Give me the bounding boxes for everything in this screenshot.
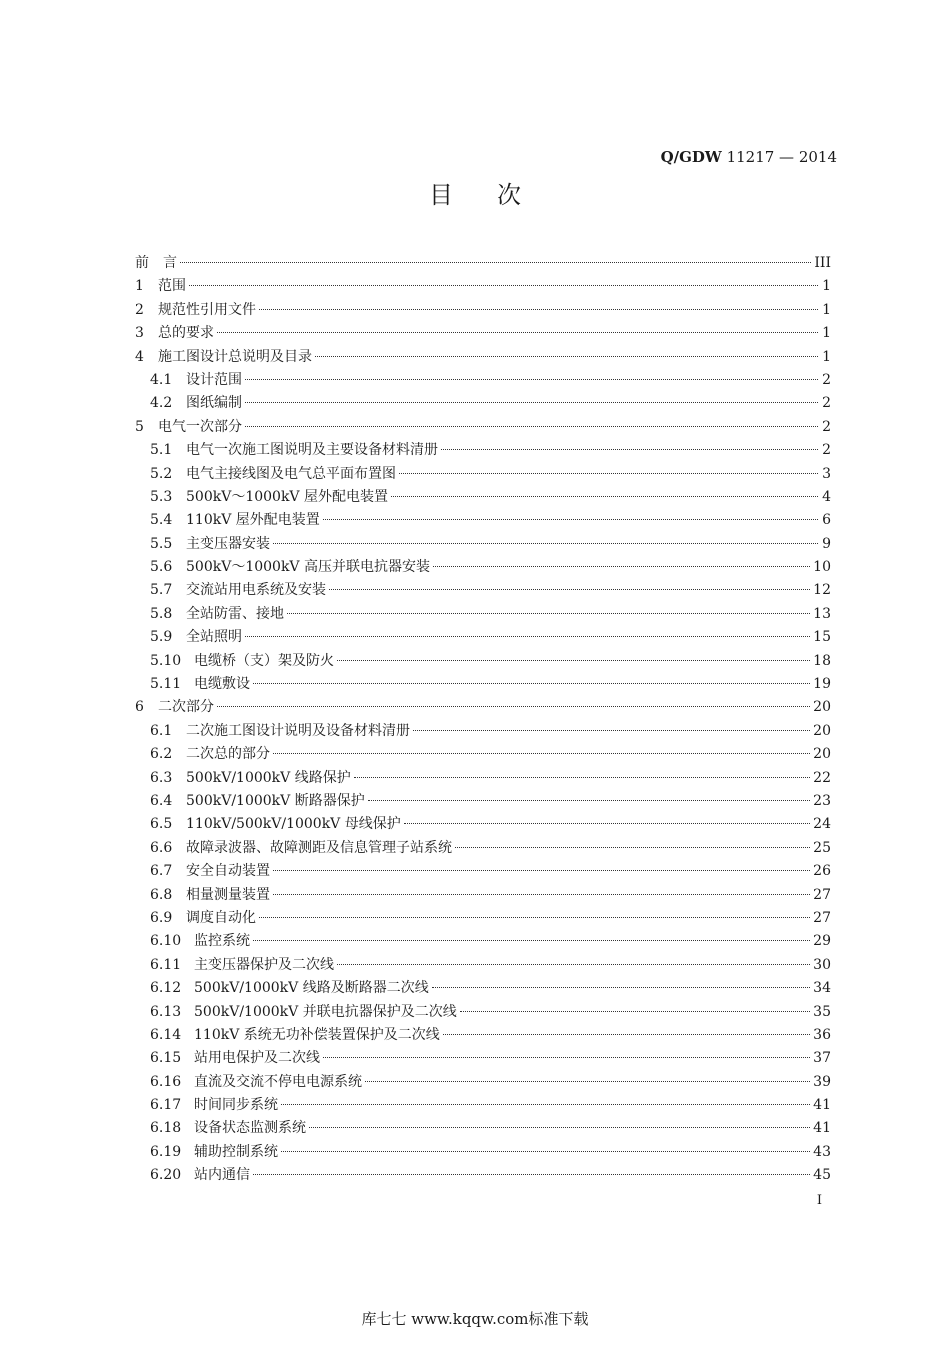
toc-entry-number: 5.10	[150, 652, 182, 669]
toc-entry-number: 6.1	[150, 722, 173, 739]
toc-entry-label: 施工图设计总说明及目录	[158, 348, 312, 365]
toc-entry-label: 电气一次部分	[158, 418, 242, 435]
toc-entry-number: 6.18	[150, 1120, 182, 1137]
toc-entry[interactable]	[135, 837, 831, 860]
toc-entry-number: 4.1	[150, 371, 173, 388]
toc-entry-page: 6	[822, 512, 831, 529]
toc-dot-leader	[273, 870, 810, 871]
toc-dot-leader	[287, 613, 810, 614]
toc-entry-page: 10	[813, 559, 831, 576]
toc-entry-label: 总的要求	[158, 325, 214, 342]
toc-entry-number: 5.6	[150, 559, 173, 576]
toc-dot-leader	[391, 496, 818, 497]
toc-entry-label: 范围	[158, 278, 186, 295]
toc-dot-leader	[432, 987, 810, 988]
toc-entry-number: 6.13	[150, 1003, 182, 1020]
toc-entry-label: 110kV 屋外配电装置	[186, 512, 320, 529]
toc-entry-number: 5.1	[150, 442, 173, 459]
toc-entry-label: 直流及交流不停电电源系统	[194, 1073, 362, 1090]
toc-entry-page: III	[814, 255, 831, 271]
page-number: I	[816, 1193, 822, 1208]
standard-number: 11217 — 2014	[726, 148, 837, 166]
toc-dot-leader	[433, 566, 810, 567]
toc-entry-page: 1	[822, 278, 831, 295]
toc-entry[interactable]	[135, 743, 831, 766]
toc-entry-page: 2	[822, 418, 831, 435]
toc-entry[interactable]	[135, 1117, 831, 1140]
toc-entry-number: 6.9	[150, 909, 173, 926]
toc-entry-label: 500kV/1000kV 线路及断路器二次线	[194, 980, 429, 997]
toc-entry-label: 电缆敷设	[194, 676, 250, 693]
toc-entry-label: 辅助控制系统	[194, 1143, 278, 1160]
toc-entry-label: 500kV/1000kV 断路器保护	[186, 792, 365, 809]
toc-dot-leader	[323, 1057, 810, 1058]
toc-entry-number: 2	[135, 301, 144, 318]
toc-entry-label: 500kV～1000kV 屋外配电装置	[186, 488, 388, 505]
toc-entry-number: 6.15	[150, 1050, 182, 1067]
toc-dot-leader	[180, 262, 811, 263]
toc-entry[interactable]	[135, 813, 831, 836]
toc-entry-label: 500kV/1000kV 线路保护	[186, 769, 351, 786]
toc-dot-leader	[399, 473, 818, 474]
toc-entry[interactable]	[135, 322, 831, 345]
toc-entry[interactable]	[135, 275, 831, 298]
toc-entry-page: 35	[813, 1003, 831, 1020]
toc-entry-number: 6.10	[150, 933, 182, 950]
toc-entry-number: 6.19	[150, 1143, 182, 1160]
toc-entry-page: 22	[813, 769, 831, 786]
standard-code	[661, 148, 837, 166]
toc-entry-page: 26	[813, 863, 831, 880]
toc-entry-number: 5.8	[150, 605, 173, 622]
toc-entry[interactable]	[135, 556, 831, 579]
toc-entry-number: 6.8	[150, 886, 173, 903]
toc-dot-leader	[217, 706, 810, 707]
toc-dot-leader	[253, 683, 810, 684]
toc-entry-label: 设计范围	[186, 371, 242, 388]
toc-entry[interactable]	[135, 954, 831, 977]
toc-entry-number: 6.6	[150, 839, 173, 856]
toc-entry-number: 6.12	[150, 980, 182, 997]
toc-entry-page: 41	[813, 1097, 831, 1114]
toc-dot-leader	[281, 1151, 810, 1152]
toc-dot-leader	[455, 847, 810, 848]
toc-entry[interactable]	[135, 252, 831, 275]
toc-entry-number: 5.11	[150, 676, 182, 693]
toc-entry-page: 41	[813, 1120, 831, 1137]
toc-entry[interactable]	[135, 299, 831, 322]
toc-dot-leader	[273, 753, 810, 754]
toc-entry-number: 5.9	[150, 629, 173, 646]
toc-entry[interactable]	[135, 1164, 831, 1187]
toc-entry-label: 站用电保护及二次线	[194, 1050, 320, 1067]
toc-entry-page: 23	[813, 792, 831, 809]
toc-dot-leader	[354, 777, 810, 778]
toc-entry[interactable]	[135, 533, 831, 556]
toc-entry[interactable]	[135, 673, 831, 696]
toc-entry-label: 110kV/500kV/1000kV 母线保护	[186, 816, 401, 833]
toc-dot-leader	[337, 660, 810, 661]
toc-entry-label: 站内通信	[194, 1167, 250, 1184]
toc-entry-number: 6.3	[150, 769, 173, 786]
toc-entry-page: 30	[813, 956, 831, 973]
toc-entry[interactable]	[135, 977, 831, 1000]
toc-entry-label: 监控系统	[194, 933, 250, 950]
toc-entry-page: 4	[822, 488, 831, 505]
toc-entry-label: 二次施工图设计说明及设备材料清册	[186, 722, 410, 739]
toc-entry-page: 29	[813, 933, 831, 950]
toc-entry[interactable]	[135, 579, 831, 602]
toc-entry-label: 电缆桥（支）架及防火	[194, 652, 334, 669]
toc-entry[interactable]	[135, 720, 831, 743]
toc-entry-number: 6.17	[150, 1097, 182, 1114]
toc-entry-number: 6.16	[150, 1073, 182, 1090]
toc-entry-page: 1	[822, 348, 831, 365]
toc-entry-page: 2	[822, 442, 831, 459]
toc-entry[interactable]	[135, 463, 831, 486]
toc-dot-leader	[460, 1011, 810, 1012]
toc-entry-page: 3	[822, 465, 831, 482]
table-of-contents	[135, 252, 831, 1188]
toc-entry-page: 20	[813, 699, 831, 716]
toc-entry-label: 设备状态监测系统	[194, 1120, 306, 1137]
toc-dot-leader	[245, 426, 818, 427]
toc-entry-number: 6.20	[150, 1167, 182, 1184]
watermark-footer: 库七七 www.kqqw.com标准下载	[361, 1310, 589, 1328]
toc-entry-number: 6.2	[150, 746, 173, 763]
toc-entry[interactable]	[135, 603, 831, 626]
toc-entry[interactable]	[135, 1141, 831, 1164]
toc-entry-page: 18	[813, 652, 831, 669]
toc-entry[interactable]	[135, 650, 831, 673]
toc-entry[interactable]	[135, 1001, 831, 1024]
toc-dot-leader	[337, 964, 810, 965]
toc-dot-leader	[413, 730, 810, 731]
toc-dot-leader	[323, 519, 818, 520]
toc-entry-number: 5	[135, 418, 144, 435]
toc-entry[interactable]	[135, 790, 831, 813]
toc-entry[interactable]	[135, 860, 831, 883]
toc-entry-label: 110kV 系统无功补偿装置保护及二次线	[194, 1026, 440, 1043]
toc-dot-leader	[441, 449, 818, 450]
toc-entry[interactable]	[135, 416, 831, 439]
toc-entry[interactable]	[135, 1071, 831, 1094]
toc-entry[interactable]	[135, 930, 831, 953]
toc-entry-label: 时间同步系统	[194, 1097, 278, 1114]
toc-entry-page: 12	[813, 582, 831, 599]
toc-entry-label: 前 言	[135, 255, 177, 271]
toc-entry-label: 调度自动化	[186, 909, 256, 926]
toc-dot-leader	[253, 940, 810, 941]
toc-dot-leader	[259, 917, 810, 918]
toc-entry-label: 500kV/1000kV 并联电抗器保护及二次线	[194, 1003, 457, 1020]
toc-dot-leader	[404, 823, 810, 824]
toc-entry-page: 24	[813, 816, 831, 833]
toc-entry-page: 20	[813, 722, 831, 739]
toc-entry-label: 图纸编制	[186, 395, 242, 412]
toc-dot-leader	[443, 1034, 810, 1035]
toc-entry[interactable]	[135, 884, 831, 907]
toc-dot-leader	[259, 309, 818, 310]
toc-entry-page: 2	[822, 371, 831, 388]
toc-dot-leader	[245, 402, 818, 403]
toc-entry-page: 9	[822, 535, 831, 552]
toc-entry-page: 2	[822, 395, 831, 412]
page-title: 目次	[429, 181, 565, 209]
toc-entry-label: 故障录波器、故障测距及信息管理子站系统	[186, 839, 452, 856]
toc-entry-page: 34	[813, 980, 831, 997]
toc-entry[interactable]	[135, 439, 831, 462]
toc-entry-number: 6.7	[150, 863, 173, 880]
toc-dot-leader	[273, 543, 818, 544]
toc-dot-leader	[273, 894, 810, 895]
toc-entry-number: 1	[135, 278, 144, 295]
toc-entry-label: 主变压器保护及二次线	[194, 956, 334, 973]
toc-entry-number: 6.14	[150, 1026, 182, 1043]
toc-entry[interactable]	[135, 486, 831, 509]
standard-prefix: Q/GDW	[660, 148, 722, 166]
toc-entry-page: 25	[813, 839, 831, 856]
toc-entry-number: 5.7	[150, 582, 173, 599]
toc-entry-label: 电气主接线图及电气总平面布置图	[186, 465, 396, 482]
toc-entry-label: 二次总的部分	[186, 746, 270, 763]
toc-dot-leader	[368, 800, 810, 801]
toc-entry-page: 1	[822, 301, 831, 318]
toc-dot-leader	[253, 1174, 810, 1175]
toc-dot-leader	[189, 285, 818, 286]
toc-entry-page: 19	[813, 676, 831, 693]
toc-dot-leader	[315, 356, 818, 357]
toc-entry[interactable]	[135, 369, 831, 392]
toc-entry-page: 39	[813, 1073, 831, 1090]
toc-entry-page: 43	[813, 1143, 831, 1160]
toc-entry-number: 6	[135, 699, 144, 716]
toc-entry-number: 6.4	[150, 792, 173, 809]
toc-entry-label: 规范性引用文件	[158, 301, 256, 318]
toc-dot-leader	[217, 332, 818, 333]
toc-entry-number: 5.3	[150, 488, 173, 505]
toc-dot-leader	[281, 1104, 810, 1105]
toc-entry[interactable]	[135, 907, 831, 930]
toc-entry-page: 27	[813, 909, 831, 926]
toc-entry-page: 1	[822, 325, 831, 342]
toc-entry-number: 6.5	[150, 816, 173, 833]
toc-entry-label: 500kV～1000kV 高压并联电抗器安装	[186, 559, 430, 576]
toc-entry[interactable]	[135, 767, 831, 790]
toc-dot-leader	[329, 589, 810, 590]
toc-entry-number: 3	[135, 325, 144, 342]
toc-entry-number: 5.4	[150, 512, 173, 529]
toc-entry-page: 20	[813, 746, 831, 763]
toc-entry-page: 45	[813, 1167, 831, 1184]
toc-entry-label: 安全自动装置	[186, 863, 270, 880]
toc-entry-page: 37	[813, 1050, 831, 1067]
toc-entry[interactable]	[135, 1024, 831, 1047]
toc-entry[interactable]	[135, 1047, 831, 1070]
toc-entry-page: 13	[813, 605, 831, 622]
toc-entry-number: 5.5	[150, 535, 173, 552]
toc-dot-leader	[309, 1127, 810, 1128]
toc-entry-label: 全站照明	[186, 629, 242, 646]
toc-entry[interactable]	[135, 392, 831, 415]
toc-entry-number: 5.2	[150, 465, 173, 482]
toc-entry-label: 电气一次施工图说明及主要设备材料清册	[186, 442, 438, 459]
toc-entry[interactable]	[135, 626, 831, 649]
toc-entry[interactable]	[135, 696, 831, 719]
toc-entry-number: 4	[135, 348, 144, 365]
toc-entry-page: 15	[813, 629, 831, 646]
toc-entry-label: 交流站用电系统及安装	[186, 582, 326, 599]
toc-entry-label: 全站防雷、接地	[186, 605, 284, 622]
toc-dot-leader	[245, 379, 818, 380]
toc-entry-label: 相量测量装置	[186, 886, 270, 903]
toc-entry-page: 27	[813, 886, 831, 903]
toc-dot-leader	[245, 636, 810, 637]
toc-entry-page: 36	[813, 1026, 831, 1043]
toc-entry-label: 二次部分	[158, 699, 214, 716]
toc-entry-label: 主变压器安装	[186, 535, 270, 552]
toc-entry-number: 6.11	[150, 956, 182, 973]
toc-entry-number: 4.2	[150, 395, 173, 412]
toc-entry[interactable]	[135, 1094, 831, 1117]
toc-entry[interactable]	[135, 509, 831, 532]
toc-entry[interactable]	[135, 346, 831, 369]
toc-dot-leader	[365, 1081, 810, 1082]
